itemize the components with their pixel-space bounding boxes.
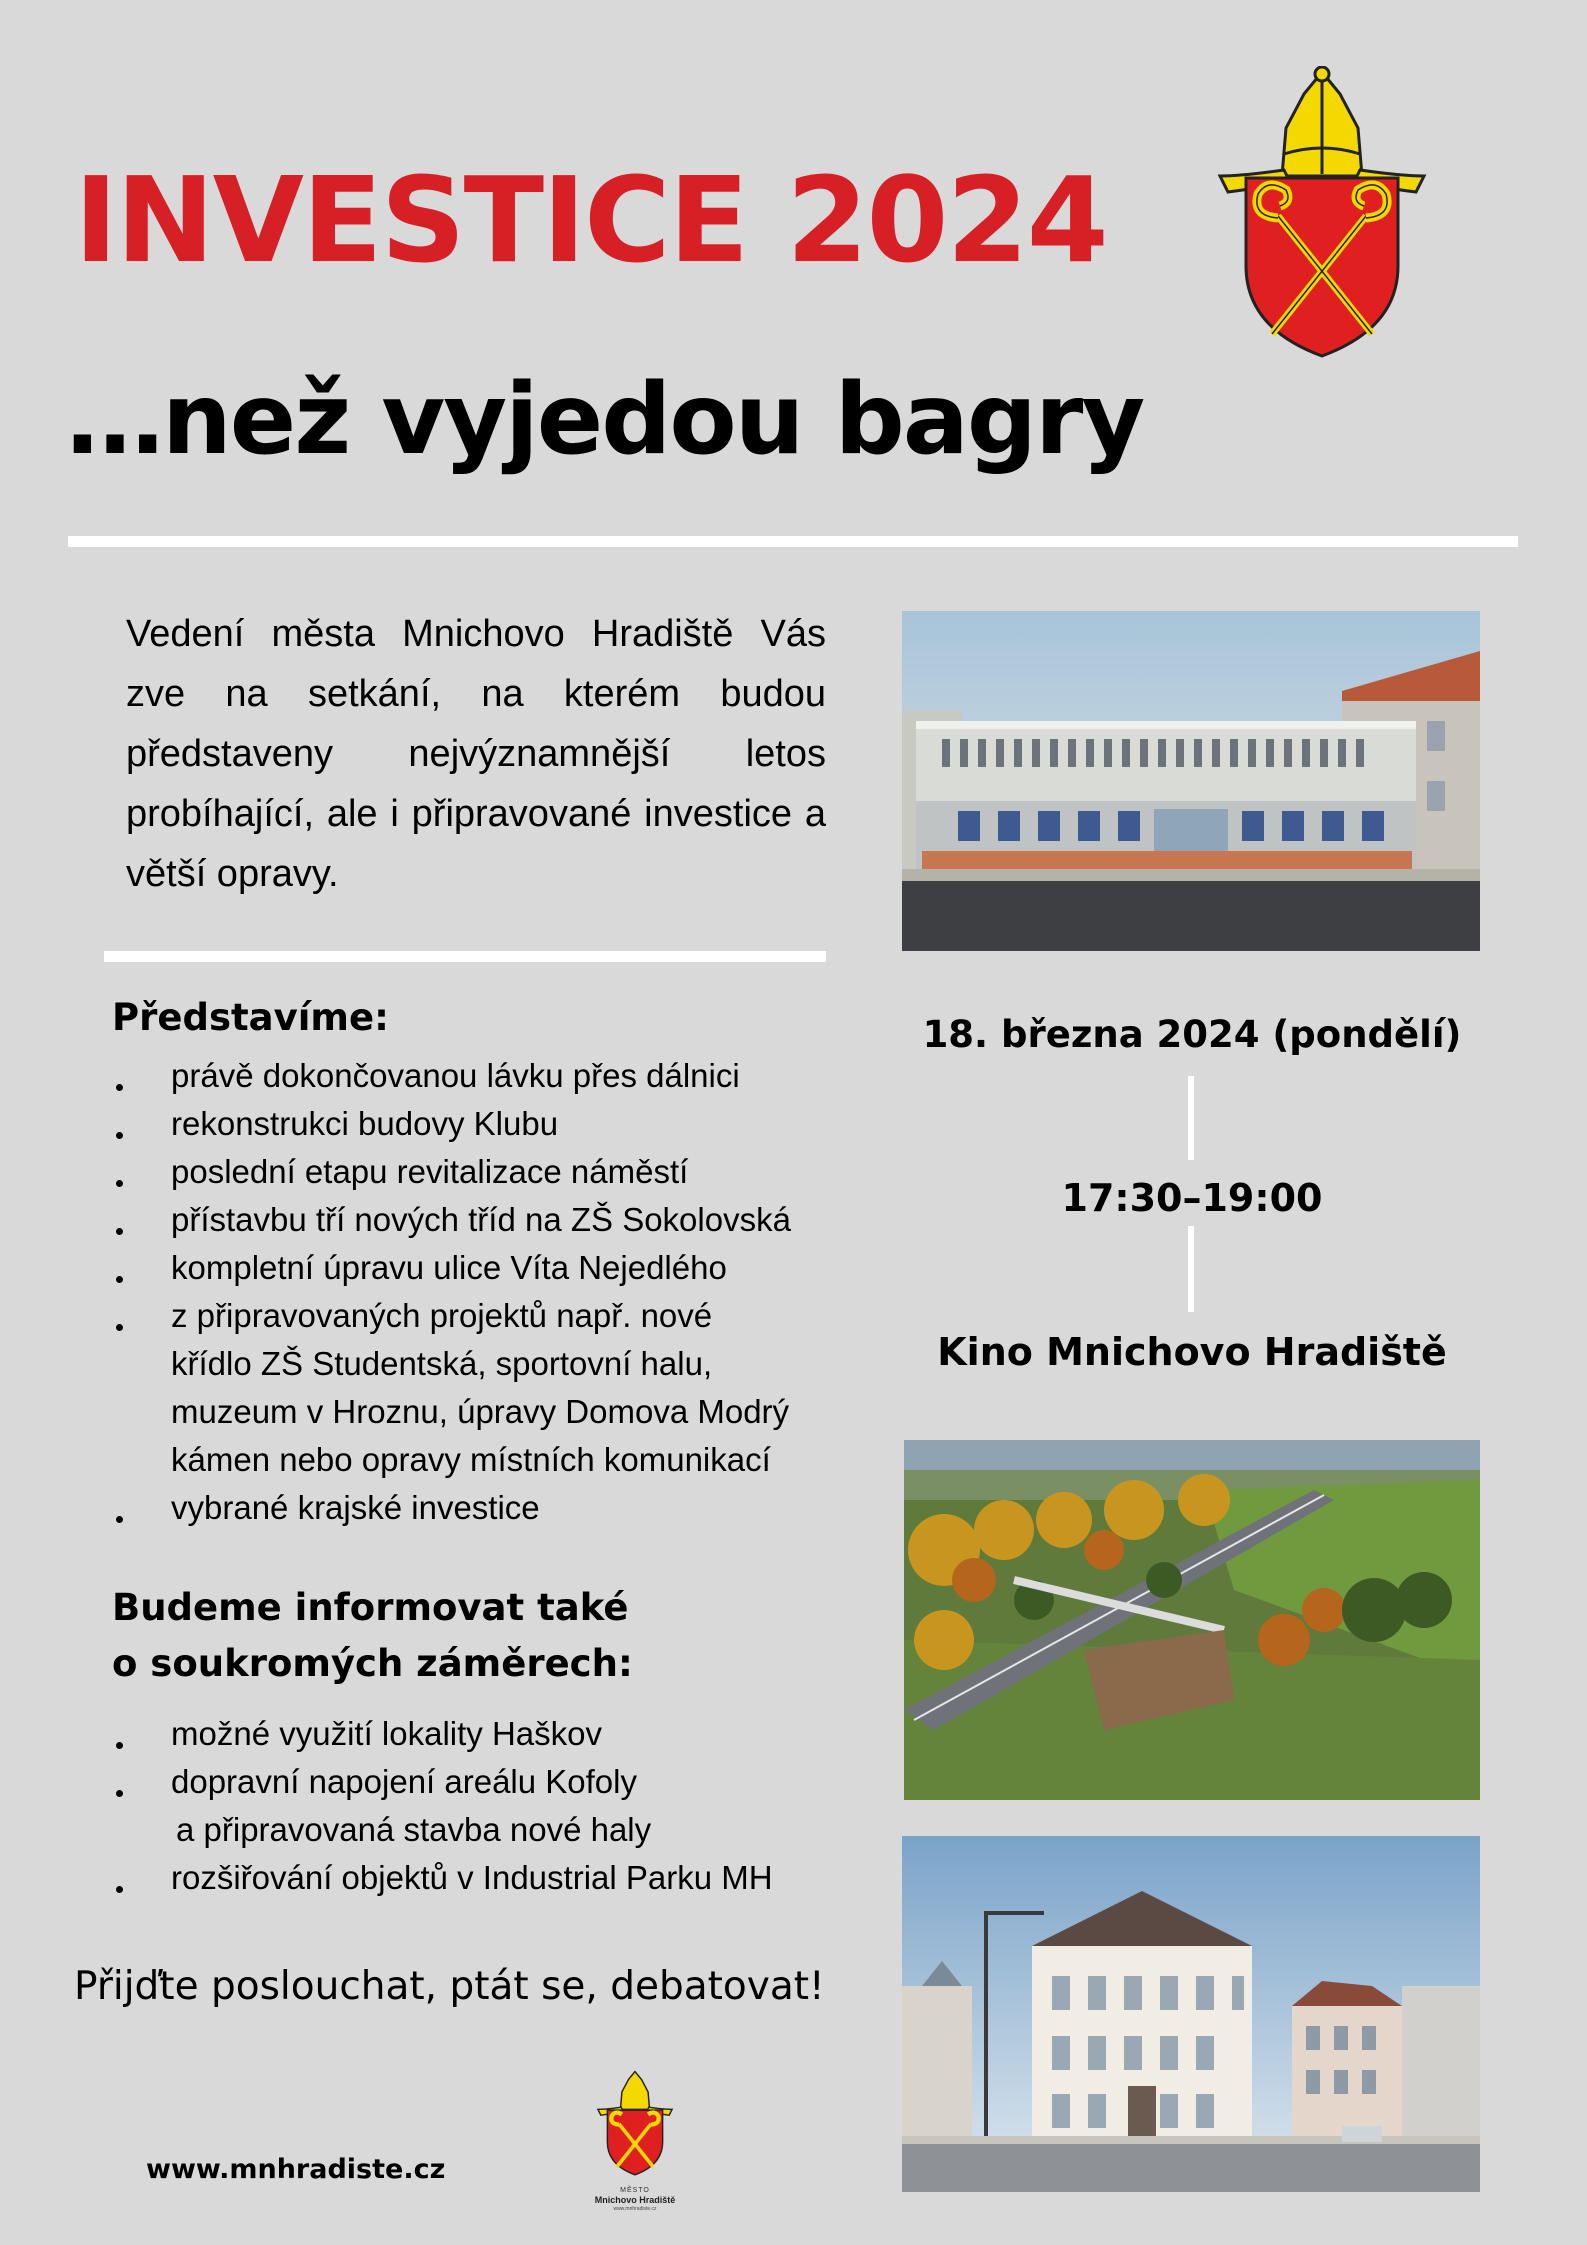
list-item-continuation: kámen nebo opravy místních komunikací (171, 1441, 771, 1478)
event-date: 18. března 2024 (pondělí) (922, 1013, 1462, 1056)
event-time: 17:30–19:00 (1061, 1176, 1323, 1220)
divider-vertical (1188, 1226, 1194, 1312)
list-item: přístavbu tří nových tříd na ZŠ Sokolovská (114, 1196, 854, 1244)
footer-logo (590, 2060, 680, 2230)
private-heading-line: Budeme informovat také (112, 1586, 629, 1629)
coat-of-arms-icon (1212, 66, 1432, 361)
list-item: dopravní napojení areálu Kofoly (114, 1758, 854, 1806)
list-item: z připravovaných projektů např. nové (114, 1292, 854, 1340)
present-list (114, 1052, 854, 1532)
logo-caption: Mnichovo Hradiště (594, 2195, 676, 2205)
list-item: právě dokončovanou lávku přes dálnici (114, 1052, 854, 1100)
divider-vertical (1188, 1076, 1194, 1160)
list-item: kompletní úpravu ulice Víta Nejedlého (114, 1244, 854, 1292)
list-item: možné využití lokality Haškov (114, 1710, 854, 1758)
event-venue: Kino Mnichovo Hradiště (937, 1330, 1447, 1374)
list-item: vybrané krajské investice (114, 1484, 854, 1532)
photo-club-building (902, 1836, 1480, 2192)
list-item-continuation: křídlo ZŠ Studentská, sportovní halu, (171, 1345, 713, 1382)
list-item-continuation: muzeum v Hroznu, úpravy Domova Modrý (171, 1393, 790, 1430)
page-subtitle: …než vyjedou bagry (66, 363, 1144, 477)
list-item: poslední etapu revitalizace náměstí (114, 1148, 854, 1196)
logo-caption: MĚSTO (620, 2187, 650, 2194)
private-heading-line: o soukromých záměrech: (112, 1642, 633, 1685)
intro-text: Vedení města Mnichovo Hradiště Vás zve na setkání, na kterém budou představeny nejvýznamnější letos probíhající, ale i připravované investice a větší opravy. (126, 613, 826, 895)
closing-text: Přijďte poslouchat, ptát se, debatovat! (74, 1964, 825, 2009)
photo-school-building (902, 611, 1480, 951)
list-item-continuation: a připravovaná stavba nové haly (176, 1811, 652, 1848)
list-item: rekonstrukci budovy Klubu (114, 1100, 854, 1148)
private-heading (112, 1580, 633, 1692)
logo-caption: www.mnhradiste.cz (613, 2206, 657, 2212)
website-link[interactable]: www.mnhradiste.cz (146, 2154, 446, 2185)
intro-divider (104, 951, 826, 962)
coat-of-arms-small-icon (595, 2060, 675, 2186)
present-heading: Představíme: (112, 996, 389, 1039)
top-divider (68, 536, 1518, 547)
list-item: rozšiřování objektů v Industrial Parku MH (114, 1854, 854, 1902)
photo-footbridge-aerial (904, 1440, 1480, 1800)
private-list (114, 1710, 854, 1902)
page-title: INVESTICE 2024 (74, 151, 1107, 289)
